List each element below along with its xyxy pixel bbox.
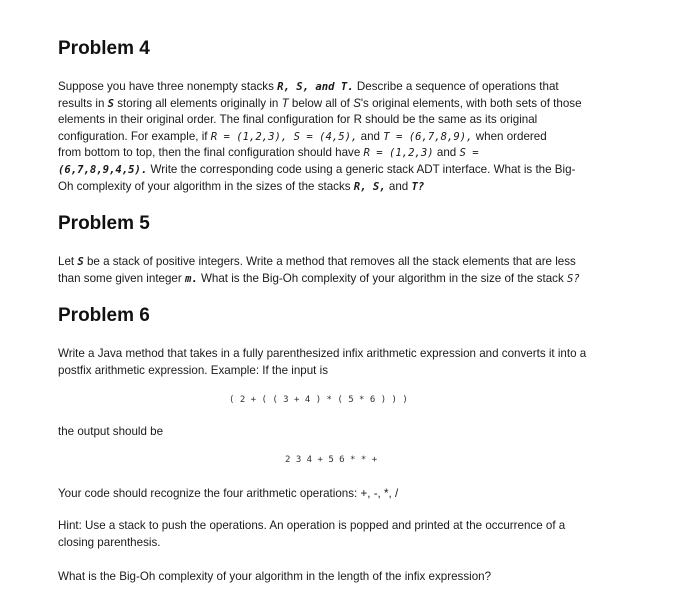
p4-line-3: elements in their original order. The final configuration for R should be the same as its original: [58, 113, 538, 127]
p4-line-1: Suppose you have three nonempty stacks R, S, and T. Describe a sequence of operations that: [58, 80, 559, 93]
problem-4-text: [58, 79, 648, 195]
hint-line-1: Hint: Use a stack to push the operations. An operation is popped and printed at the occurrence of a: [58, 519, 566, 532]
problem-4-heading: Problem 4: [58, 38, 150, 59]
p4-line-2: results in S storing all elements originally in T below all of S's original elements, with both sets of those: [58, 96, 582, 110]
example-output-expression: 2 3 4 + 5 6 * * +: [285, 455, 378, 465]
output-label: the output should be: [58, 425, 164, 438]
hint-line-2: closing parenthesis.: [58, 535, 161, 549]
hint-text: [58, 518, 648, 551]
complexity-question: What is the Big-Oh complexity of your algorithm in the length of the infix expression?: [58, 570, 492, 583]
p4-line-4: configuration. For example, if R = (1,2,3), S = (4,5), and T = (6,7,8,9), when ordered: [58, 129, 547, 143]
problem-6-heading: Problem 6: [58, 305, 150, 326]
p4-line-7: Oh complexity of your algorithm in the sizes of the stacks R, S, and T?: [58, 179, 425, 193]
p4-line-6: (6,7,8,9,4,5). Write the corresponding code using a generic stack ADT interface. What is the Big-: [58, 162, 576, 176]
problem-5-heading: Problem 5: [58, 213, 150, 234]
problem-6-intro: [58, 346, 648, 379]
p6-line-2: postfix arithmetic expression. Example: If the input is: [58, 363, 328, 377]
p6-line-1: Write a Java method that takes in a fully parenthesized infix arithmetic expression and converts it into a: [58, 347, 587, 360]
operations-text: Your code should recognize the four arithmetic operations: +, -, *, /: [58, 487, 399, 500]
problem-5-text: [58, 254, 648, 287]
p4-line-5: from bottom to top, then the final configuration should have R = (1,2,3) and S =: [58, 146, 479, 160]
p5-line-2: than some given integer m. What is the Big-Oh complexity of your algorithm in the size of the stack S?: [58, 271, 580, 285]
p5-line-1: Let S be a stack of positive integers. Write a method that removes all the stack elements that are less: [58, 255, 576, 268]
example-input-expression: ( 2 + ( ( 3 + 4 ) * ( 5 * 6 ) ) ): [229, 395, 408, 405]
